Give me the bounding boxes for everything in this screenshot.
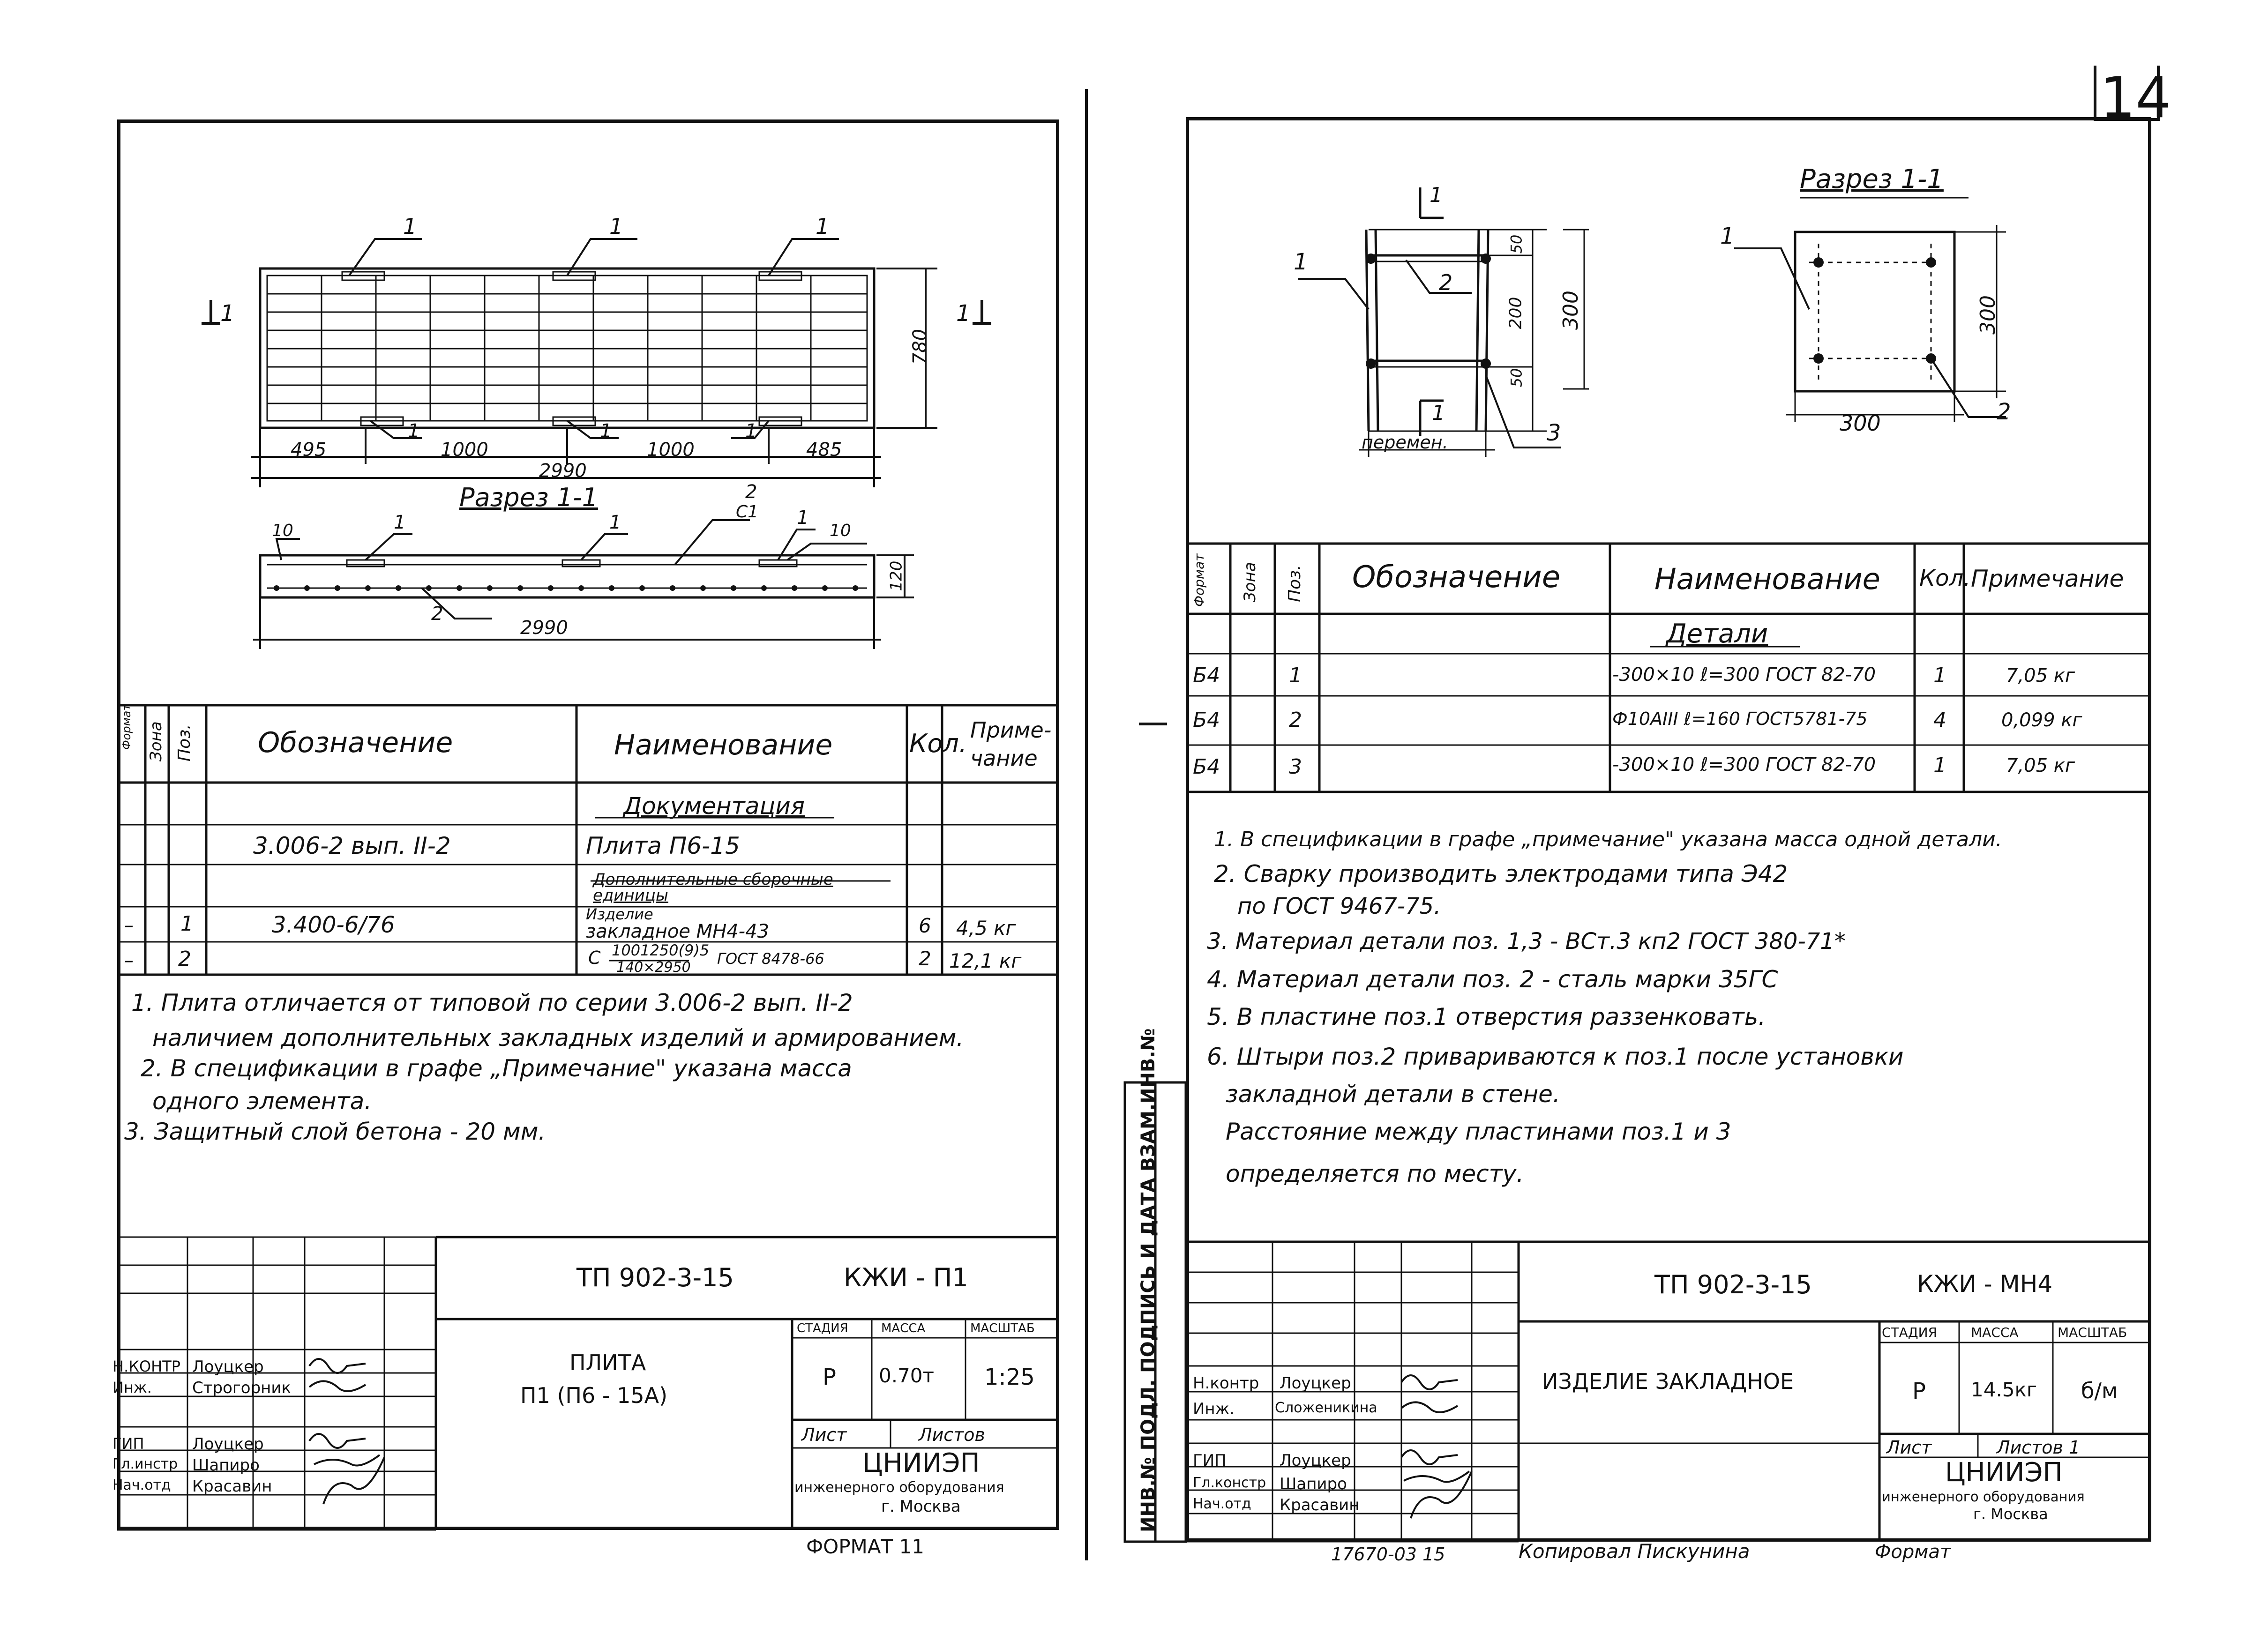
left-dim-485: 485 [806,439,842,461]
left-section-docs: Документация [623,792,805,820]
right-staff-role: Инж. [1193,1400,1235,1418]
left-staff-role: Нач.отд [112,1477,171,1493]
left-tb-city: г. Москва [881,1497,961,1516]
right-row-pos: 1 [1289,664,1302,687]
right-tb-title: ИЗДЕЛИЕ ЗАКЛАДНОЕ [1542,1369,1794,1394]
right-note: определяется по месту. [1226,1160,1524,1187]
right-tb-mass-label: МАССА [1971,1325,2019,1340]
left-pos-label: 1 [745,420,757,442]
left-tb-stage-label: СТАДИЯ [797,1321,848,1335]
right-row-note: 0,099 кг [2001,709,2082,731]
left-row2-prefix: С [588,947,601,968]
right-tb-mass: 14.5кг [1971,1378,2037,1401]
left-tb-title1: ПЛИТА [569,1350,646,1375]
right-section-title: Разрез 1-1 [1800,164,1944,194]
right-row-name: -300×10 ℓ=300 ГОСТ 82-70 [1612,754,1876,776]
left-section-assembly: Дополнительные сборочные единицы [593,870,833,905]
left-row2-note: 12,1 кг [949,949,1022,972]
left-hdr-designation: Обозначение [258,726,453,759]
left-tb-scale-label: МАСШТАБ [970,1321,1035,1335]
left-section-label: 1 [394,512,406,533]
left-staff-name: Лоуцкер [192,1435,264,1454]
right-tb-stage-label: СТАДИЯ [1882,1325,1938,1340]
left-dim-1000b: 1000 [647,439,695,461]
left-staff-name: Строгорник [192,1379,292,1397]
left-cut-mark-right: 1 [956,300,971,327]
left-staff-name: Лоуцкер [192,1358,264,1376]
left-tb-org2: инженерного оборудования [794,1479,1004,1496]
right-note: Расстояние между пластинами поз.1 и 3 [1226,1118,1731,1145]
right-staff-name: Лоуцкер [1280,1374,1351,1393]
left-staff-role: Инж. [112,1379,152,1396]
right-section-width: 300 [1840,410,1881,436]
left-tb-title2: П1 (П6 - 15А) [520,1383,668,1408]
left-section-total: 2990 [520,617,568,639]
right-row-format: Б4 [1193,664,1220,687]
left-doc-name: Плита П6-15 [586,832,740,859]
left-dim-1000a: 1000 [441,439,488,461]
left-row2-frac-bottom: 140×2950 [616,959,691,976]
left-note: 2. В спецификации в графе „Примечание" указана масса [141,1055,852,1082]
right-row-qty: 1 [1933,664,1946,687]
right-elev-var: перемен. [1362,432,1448,453]
right-staff-role: Гл.констр [1193,1475,1266,1491]
left-hdr-pos: Поз. [175,724,194,761]
right-section-p2: 2 [1997,399,2011,425]
right-section-p1: 1 [1720,223,1735,249]
left-tb-sheet-code: КЖИ - П1 [844,1263,968,1292]
right-row-name: Ф10АIII ℓ=160 ГОСТ5781-75 [1612,709,1868,729]
right-staff-role: Н.контр [1193,1374,1259,1393]
right-tb-scale: б/м [2081,1378,2118,1403]
right-tb-sheet-label: Лист [1886,1437,1932,1458]
left-hdr-note2: чание [970,746,1038,771]
left-row1-format: – [124,915,134,936]
right-elev-dim: 50 [1507,368,1526,388]
right-row-qty: 4 [1933,708,1946,732]
left-row1-note: 4,5 кг [956,917,1016,940]
right-tb-org: ЦНИИЭП [1945,1457,2063,1488]
right-section-details: Детали [1666,619,1768,649]
left-section-title: Разрез 1-1 [459,483,598,512]
right-row-format: Б4 [1193,755,1220,779]
left-tb-scale: 1:25 [984,1364,1035,1390]
right-staff-name: Сложеникина [1275,1400,1377,1416]
right-tb-sheets-label: Листов 1 [1997,1437,2081,1458]
left-cut-mark-left: 1 [220,300,235,327]
left-row2-frac-top: 1001250(9)5 [612,941,710,959]
right-row-note: 7,05 кг [2006,665,2075,686]
right-elev-dim: 200 [1506,297,1526,329]
right-hdr-note: Примечание [1971,565,2124,592]
left-tb-sheets-label: Листов [919,1425,985,1445]
left-tb-stage: Р [823,1364,836,1390]
left-tb-code: ТП 902-3-15 [576,1263,734,1292]
left-pos-label: 1 [403,214,417,239]
left-row1-qty: 6 [919,914,931,937]
left-row2-gost: ГОСТ 8478-66 [717,950,824,968]
left-note: наличием дополнительных закладных изделий и армированием. [152,1024,964,1052]
left-section-label: С1 [736,502,759,522]
left-section-label: 10 [272,521,293,540]
left-tb-mass: 0.70т [879,1364,934,1387]
right-elev-total: 300 [1558,291,1583,330]
left-section-label: 1 [609,512,621,533]
left-tb-mass-label: МАССА [881,1321,926,1335]
right-note: 4. Материал детали поз. 2 - сталь марки 35ГС [1207,966,1778,993]
right-tb-city: г. Москва [1973,1505,2048,1523]
right-note: по ГОСТ 9467-75. [1237,893,1441,919]
right-elev-cut-top: 1 [1430,183,1443,207]
right-hdr-designation: Обозначение [1352,560,1561,595]
left-hdr-zone: Зона [147,721,165,761]
right-note: 5. В пластине поз.1 отверстия раззенковать. [1207,1003,1766,1030]
right-staff-name: Красавин [1280,1496,1360,1514]
left-staff-role: ГИП [112,1435,144,1453]
left-format: ФОРМАТ 11 [806,1535,924,1558]
right-elev-p1: 1 [1294,249,1308,275]
right-note: закладной детали в стене. [1226,1081,1560,1108]
left-section-label: 1 [797,507,809,529]
left-staff-role: Гл.инстр [112,1456,178,1472]
left-pos-label: 1 [600,420,612,442]
right-hdr-qty: Кол. [1919,565,1971,591]
left-note: 3. Защитный слой бетона - 20 мм. [124,1118,546,1145]
right-note: 2. Сварку производить электродами типа Э42 [1214,860,1788,888]
right-row-name: -300×10 ℓ=300 ГОСТ 82-70 [1612,664,1876,686]
left-section-height-dim: 120 [887,560,906,591]
left-pos-label: 1 [816,214,830,239]
left-section-label: 2 [745,481,757,503]
right-staff-name: Лоуцкер [1280,1451,1351,1470]
left-row2-qty: 2 [919,947,931,970]
right-row-format: Б4 [1193,708,1220,732]
left-row1-designation: 3.400-6/76 [272,912,395,938]
right-tb-sheet-code: КЖИ - МН4 [1917,1270,2053,1298]
right-format: Формат [1875,1541,1951,1563]
right-footer-num: 17670-03 15 [1331,1544,1445,1565]
right-section-height: 300 [1976,295,2000,335]
left-hdr-format: Формат [120,704,133,750]
left-hdr-note1: Приме- [970,717,1052,743]
right-footer-copied: Копировал Пискунина [1519,1540,1750,1563]
right-hdr-zone: Зона [1241,562,1259,602]
left-dim-495: 495 [291,439,327,461]
left-pos-label: 1 [408,420,420,442]
left-section-label: 10 [830,521,851,540]
right-staff-name: Шапиро [1280,1475,1347,1493]
right-side-strip-text: ИНВ.№ ПОДЛ. ПОДПИСЬ И ДАТА ВЗАМ.ИНВ.№ [1138,1028,1159,1532]
left-staff-name: Красавин [192,1477,272,1496]
left-staff-name: Шапиро [192,1456,260,1475]
left-note: 1. Плита отличается от типовой по серии 3.006-2 вып. II-2 [131,989,853,1016]
left-pos-label: 1 [609,214,623,239]
left-row1-name: закладное МН4-43 [586,921,769,942]
right-elev-p3: 3 [1547,420,1561,446]
right-hdr-name: Наименование [1654,562,1880,596]
right-row-qty: 1 [1933,753,1946,777]
page-number: 14 [2100,66,2171,131]
right-elev-p2: 2 [1439,270,1453,295]
left-height-dim: 780 [909,328,931,365]
right-note: 6. Штыри поз.2 привариваются к поз.1 после установки [1207,1043,1904,1070]
left-row1-pos: 1 [180,912,194,936]
left-tb-org: ЦНИИЭП [862,1448,980,1478]
left-row2-pos: 2 [178,947,191,971]
left-hdr-name: Наименование [614,729,833,761]
right-row-pos: 2 [1289,708,1302,732]
right-elev-cut-bottom: 1 [1432,401,1445,425]
right-note: 3. Материал детали поз. 1,3 - ВСт.3 кп2 ГОСТ 380-71* [1207,928,1846,955]
left-dim-total: 2990 [539,460,587,482]
right-tb-code: ТП 902-3-15 [1654,1270,1812,1299]
right-tb-scale-label: МАСШТАБ [2058,1325,2127,1340]
right-row-note: 7,05 кг [2006,755,2075,776]
right-tb-org2: инженерного оборудования [1882,1489,2085,1505]
left-doc-designation: 3.006-2 вып. II-2 [253,832,451,859]
left-note: одного элемента. [152,1088,372,1115]
left-row1-name-top: Изделие [586,905,653,923]
right-hdr-format: Формат [1191,553,1207,607]
left-section-label: 2 [431,603,443,625]
right-row-pos: 3 [1289,755,1302,779]
right-hdr-pos: Поз. [1285,565,1304,602]
right-note: 1. В спецификации в графе „примечание" указана масса одной детали. [1214,828,2002,851]
left-staff-role: Н.КОНТР [112,1358,181,1375]
left-tb-sheet-label: Лист [801,1425,847,1445]
right-elev-dim: 50 [1507,234,1526,254]
left-row2-format: – [124,950,134,971]
right-staff-role: ГИП [1193,1451,1227,1470]
right-staff-role: Нач.отд [1193,1496,1251,1512]
left-hdr-qty: Кол. [909,729,967,758]
right-tb-stage: Р [1912,1378,1926,1404]
